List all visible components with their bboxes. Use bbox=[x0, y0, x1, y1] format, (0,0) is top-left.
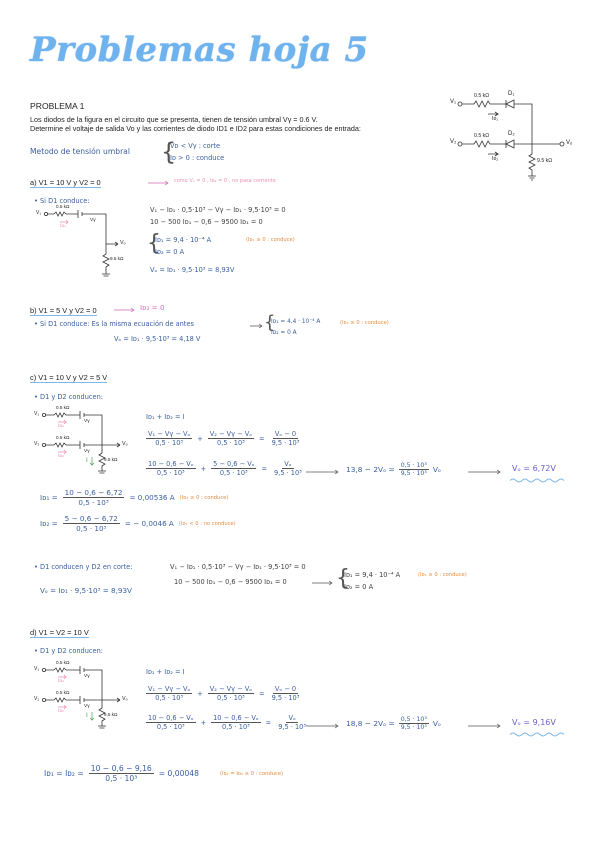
part-d-arrow-1 bbox=[306, 723, 340, 729]
part-d-frac-4 bbox=[146, 714, 196, 731]
part-d-frac-6-den: 9,5 · 10³ bbox=[278, 723, 306, 731]
problem-line-2: Determine el voltaje de salida Vo y las corrientes de diodo ID1 e ID2 para estas condiciones de entrada: bbox=[30, 124, 361, 133]
main-circuit-d1: D₁ bbox=[508, 91, 515, 97]
part-d-frac-5-den: 0,5 · 10³ bbox=[221, 723, 250, 731]
part-b-arrow bbox=[114, 307, 136, 313]
part-c-circuit-vx1: Vγ bbox=[84, 419, 90, 424]
part-d-final-note: (Iᴅ₁ = Iᴅ₂ ≥ 0 : conduce) bbox=[219, 770, 284, 777]
part-c-vo-underline bbox=[510, 478, 566, 483]
method-brace: { bbox=[161, 138, 177, 166]
part-d-frac-3-den: 9,5 · 10³ bbox=[271, 694, 300, 702]
part-c-circuit-i1: Iᴅ₁ bbox=[58, 424, 64, 429]
part-c-id2-frac bbox=[63, 514, 120, 533]
part-c-heading: c) V1 = 10 V y V2 = 5 V bbox=[30, 373, 108, 382]
part-a-eq1: V₁ − Iᴅ₁ · 0,5·10³ − Vγ − Iᴅ₁ · 9,5·10³ = 0 bbox=[150, 206, 286, 214]
part-c-frac-6 bbox=[272, 460, 304, 477]
part-d-circuit-vx1: Vγ bbox=[84, 674, 90, 679]
main-circuit-r3: 9.5 kΩ bbox=[537, 158, 553, 164]
part-d-lhs-frac bbox=[399, 716, 429, 731]
part-a-arrow bbox=[148, 180, 170, 186]
part-d-bullet: • D1 y D2 conducen: bbox=[34, 647, 104, 655]
part-a-circuit bbox=[34, 204, 134, 280]
part-c-arrow-3 bbox=[312, 580, 334, 586]
part-d-final-calc bbox=[44, 764, 283, 783]
method-case-conduct: Iᴅ > 0 : conduce bbox=[170, 154, 225, 162]
part-c-id2-calc bbox=[40, 514, 236, 533]
part-c-id2-label: Iᴅ₂ = bbox=[40, 519, 58, 528]
part-a-circuit-id: Iᴅ₁ bbox=[60, 224, 66, 229]
part-c-circuit-i: I bbox=[86, 457, 88, 464]
part-c-arrow-1 bbox=[306, 469, 340, 475]
part-d-circuit-i1: Iᴅ₁ bbox=[58, 679, 64, 684]
part-b-heading: b) V1 = 5 V y V2 = 0 bbox=[30, 306, 97, 315]
part-d-lhs-var: Vₒ bbox=[432, 719, 441, 728]
part-d-lhs: 18,8 − 2Vₒ = bbox=[346, 719, 395, 728]
part-d-plus-1: + bbox=[197, 689, 203, 698]
part-a-bullet: • Si D1 conduce: bbox=[34, 197, 90, 205]
part-c-circuit-r1: 0.5 kΩ bbox=[56, 405, 70, 410]
part-d-lhs-frac-den: 9,5 · 10³ bbox=[400, 724, 427, 731]
part-d-vo-underline bbox=[510, 732, 566, 737]
part-c-id1-calc bbox=[40, 488, 228, 507]
part-d-circuit-i2: Iᴅ₂ bbox=[58, 709, 64, 714]
part-c-id1-label: Iᴅ₁ = bbox=[40, 493, 58, 502]
part-d-frac-5 bbox=[211, 714, 261, 731]
part-c-res1: Iᴅ₁ = 9,4 · 10⁻⁴ A bbox=[344, 571, 401, 579]
part-d-arrow-2 bbox=[468, 723, 502, 729]
part-a-circuit-r: 0.5 kΩ bbox=[56, 204, 70, 209]
part-a-circuit-svg bbox=[34, 204, 134, 280]
part-d-final-label: Iᴅ₁ = Iᴅ₂ = bbox=[44, 769, 84, 778]
part-a-eq2: 10 − 500 Iᴅ₁ − 0,6 − 9500 Iᴅ₁ = 0 bbox=[150, 218, 263, 226]
part-d-frac-2-den: 0,5 · 10³ bbox=[217, 694, 245, 702]
part-c-vo-result: Vₒ = 6,72V bbox=[512, 464, 556, 473]
part-a-res1-note: (Iᴅ₁ ≥ 0 : conduce) bbox=[246, 237, 295, 243]
part-c-frac-3-num: Vₒ − 0 bbox=[274, 430, 297, 438]
part-c-vo-2: Vₒ = Iᴅ₁ · 9,5·10³ = 8,93V bbox=[40, 586, 132, 595]
part-c-id2-note: (Iᴅ₂ < 0 : no conduce) bbox=[178, 520, 236, 527]
part-c-frac-6-den: 9,5 · 10³ bbox=[273, 469, 302, 477]
part-c-frac-4-den: 0,5 · 10³ bbox=[156, 469, 185, 477]
problem-heading: PROBLEMA 1 bbox=[30, 101, 85, 111]
part-b-res1: Iᴅ₁ = 4,4 · 10⁻⁴ A bbox=[271, 319, 321, 325]
part-d-equals-2: = bbox=[265, 718, 272, 727]
part-c-frac-6-num: Vₒ bbox=[284, 460, 292, 468]
part-d-frac-1 bbox=[146, 685, 192, 702]
part-c-id1-num: 10 − 0,6 − 6,72 bbox=[64, 488, 123, 497]
part-c-circuit-v2: V₂ bbox=[34, 441, 40, 447]
part-c-plus-1: + bbox=[197, 434, 203, 443]
part-c-circuit-svg bbox=[34, 403, 134, 475]
main-circuit-r2: 0.5 kΩ bbox=[474, 133, 490, 139]
part-c-id2-den: 0,5 · 10³ bbox=[76, 524, 107, 533]
part-c-id1-frac bbox=[63, 488, 125, 507]
part-a-circuit-vx: Vγ bbox=[90, 218, 96, 223]
main-circuit-v2: V₂ bbox=[450, 139, 457, 145]
part-d-frac-4-den: 0,5 · 10³ bbox=[156, 723, 185, 731]
part-c-lhs: 13,8 − 2Vₒ = bbox=[346, 465, 395, 474]
part-c-equals-2: = bbox=[261, 464, 267, 473]
part-c-eq-b: 10 − 500 Iᴅ₁ − 0,6 − 9500 Iᴅ₁ = 0 bbox=[174, 578, 287, 586]
part-d-frac-6-num: Vₒ bbox=[288, 714, 296, 722]
part-d-frac-2-num: V₂ − Vγ − Vₒ bbox=[209, 685, 253, 693]
part-a-vo: Vₒ = Iᴅ₁ · 9,5·10³ = 8,93V bbox=[150, 266, 235, 274]
part-c-circuit-r3: 9.5 kΩ bbox=[104, 457, 118, 462]
problem-line-1: Los diodos de la figura en el circuito que se presenta, tienen de tensión umbral Vγ = 0.6 V. bbox=[30, 115, 318, 124]
part-a-circuit-r2: 9.5 kΩ bbox=[110, 256, 124, 261]
part-c-frac-2 bbox=[208, 430, 254, 447]
part-c-circuit-vo: Vₒ bbox=[122, 441, 128, 447]
part-c-res2: Iᴅ₂ = 0 A bbox=[344, 583, 374, 591]
part-c-lhs-frac bbox=[399, 462, 429, 477]
main-circuit-r1: 0.5 kΩ bbox=[474, 93, 490, 99]
part-c-reduced-eq bbox=[346, 462, 441, 477]
part-c-res1-note: (Iᴅ₁ ≥ 0 : conduce) bbox=[418, 572, 467, 578]
part-d-circuit-svg bbox=[34, 658, 134, 730]
part-c-frac-3-den: 9,5 · 10³ bbox=[271, 439, 300, 447]
part-d-final-den: 0,5 · 10³ bbox=[105, 774, 138, 783]
part-d-final-value: = 0,00048 bbox=[158, 769, 199, 778]
part-c-frac-4-num: 10 − 0,6 − Vₒ bbox=[148, 460, 194, 468]
part-d-equals-1: = bbox=[259, 689, 265, 698]
method-case-cut: Vᴅ < Vγ : corte bbox=[170, 142, 221, 150]
part-d-circuit-i: I bbox=[86, 712, 88, 719]
part-c-eq-a: V₁ − Iᴅ₁ · 0,5·10³ − Vγ − Iᴅ₁ · 9,5·10³ = 0 bbox=[170, 563, 306, 571]
part-c-frac-2-den: 0,5 · 10³ bbox=[217, 439, 245, 447]
part-d-circuit-v2: V₂ bbox=[34, 696, 40, 702]
main-circuit-id2: Iᴅ₂ bbox=[492, 156, 499, 162]
part-d-circuit bbox=[34, 658, 134, 730]
part-c-equals-1: = bbox=[259, 434, 265, 443]
part-a-heading: a) V1 = 10 V y V2 = 0 bbox=[30, 178, 101, 187]
part-d-numeric-eq bbox=[146, 714, 308, 731]
part-d-frac-2 bbox=[208, 685, 254, 702]
part-d-heading: d) V1 = V2 = 10 V bbox=[30, 628, 89, 637]
main-circuit-d2: D₂ bbox=[508, 131, 515, 137]
part-d-circuit-vx2: Vγ bbox=[84, 704, 90, 709]
part-c-lhs-var: Vₒ bbox=[432, 465, 441, 474]
part-b-vo: Vₒ = Iᴅ₁ · 9,5·10³ = 4,18 V bbox=[114, 335, 201, 343]
part-c-lhs-frac-den: 9,5 · 10³ bbox=[400, 470, 427, 477]
part-d-frac-1-den: 0,5 · 10³ bbox=[155, 694, 184, 702]
part-c-circuit bbox=[34, 403, 134, 475]
part-c-kcl: Iᴅ₁ + Iᴅ₂ = I bbox=[146, 413, 185, 421]
part-c-frac-1-num: V₁ − Vγ − Vₒ bbox=[148, 430, 191, 438]
part-c-frac-3 bbox=[270, 430, 302, 447]
part-d-frac-4-num: 10 − 0,6 − Vₒ bbox=[148, 714, 194, 722]
main-circuit-diagram bbox=[448, 88, 578, 180]
part-a-res1: Iᴅ₁ = 9,4 · 10⁻⁴ A bbox=[155, 236, 212, 244]
part-c-frac-5-num: 5 − 0,6 − Vₒ bbox=[213, 460, 255, 468]
part-d-circuit-r1: 0.5 kΩ bbox=[56, 660, 70, 665]
part-b-res2: Iᴅ₂ = 0 A bbox=[271, 330, 297, 336]
part-c-frac-4 bbox=[146, 460, 196, 477]
part-c-id2-value: = − 0,0046 A bbox=[124, 519, 174, 528]
part-c-symbolic-eq bbox=[146, 430, 301, 447]
part-d-circuit-r2: 0.5 kΩ bbox=[56, 690, 70, 695]
part-c-id2-num: 5 − 0,6 − 6,72 bbox=[64, 514, 118, 523]
part-c-frac-5-den: 0,5 · 10³ bbox=[219, 469, 248, 477]
part-c-frac-1 bbox=[146, 430, 192, 447]
part-d-vo-result: Vₒ = 9,16V bbox=[512, 718, 556, 727]
part-c-lhs-frac-num: 0,5 · 10³ bbox=[400, 462, 427, 469]
part-d-circuit-vo: Vₒ bbox=[122, 696, 128, 702]
part-d-frac-5-num: 10 − 0,6 − Vₒ bbox=[213, 714, 259, 722]
part-c-frac-5 bbox=[211, 460, 256, 477]
part-c-id1-value: = 0,00536 A bbox=[129, 493, 175, 502]
part-b-res1-note: (Iᴅ₁ ≥ 0 : conduce) bbox=[340, 320, 389, 326]
part-d-kcl: Iᴅ₁ + Iᴅ₂ = I bbox=[146, 668, 185, 676]
part-d-final-num: 10 − 0,6 − 9,16 bbox=[90, 764, 152, 773]
part-d-circuit-v1: V₁ bbox=[34, 666, 40, 672]
part-d-reduced-eq bbox=[346, 716, 441, 731]
part-d-frac-6 bbox=[276, 714, 308, 731]
part-d-frac-3 bbox=[270, 685, 302, 702]
part-c-plus-2: + bbox=[200, 464, 207, 473]
part-b-brace: { bbox=[264, 312, 276, 333]
part-a-circuit-v1: V₁ bbox=[36, 210, 42, 216]
part-c-arrow-2 bbox=[468, 469, 502, 475]
part-d-lhs-frac-num: 0,5 · 10³ bbox=[400, 716, 427, 723]
page-title: Problemas hoja 5 bbox=[30, 30, 369, 70]
part-c-circuit-vx2: Vγ bbox=[84, 449, 90, 454]
part-a-res2: Iᴅ₂ = 0 A bbox=[155, 248, 185, 256]
part-c-bullet: • D1 y D2 conducen: bbox=[34, 393, 104, 401]
part-c-numeric-eq bbox=[146, 460, 304, 477]
part-c-bullet-2: • D1 conducen y D2 en corte: bbox=[34, 563, 133, 571]
part-d-frac-1-num: V₁ − Vγ − Vₒ bbox=[148, 685, 191, 693]
main-circuit-vo: Vₒ bbox=[566, 140, 573, 146]
method-label: Metodo de tensión umbral bbox=[30, 147, 130, 156]
part-c-id1-note: (Iᴅ₁ ≥ 0 : conduce) bbox=[179, 494, 229, 501]
part-c-circuit-r2: 0.5 kΩ bbox=[56, 435, 70, 440]
part-d-frac-3-num: Vₒ − 0 bbox=[274, 685, 297, 693]
main-circuit-id1: Iᴅ₁ bbox=[492, 116, 499, 122]
part-a-note: como Vₒ = 0 , Iᴅ₂ = 0 , no pasa corriente bbox=[174, 178, 276, 184]
part-b-bullet: • Si D1 conduce: Es la misma ecuación de antes bbox=[34, 320, 194, 328]
part-d-final-frac bbox=[89, 764, 154, 783]
main-circuit-v1: V₁ bbox=[450, 99, 457, 105]
part-b-result: Iᴅ₂ = 0 bbox=[140, 303, 165, 312]
part-a-brace: { bbox=[147, 231, 161, 256]
part-c-circuit-i2: Iᴅ₂ bbox=[58, 454, 64, 459]
part-c-frac-1-den: 0,5 · 10³ bbox=[155, 439, 184, 447]
part-a-circuit-vo: Vₒ bbox=[120, 240, 126, 246]
part-c-frac-2-num: V₂ − Vγ − Vₒ bbox=[209, 430, 253, 438]
part-c-circuit-v1: V₁ bbox=[34, 411, 40, 417]
part-c-brace: { bbox=[336, 566, 350, 591]
part-b-arrow-2 bbox=[250, 323, 264, 329]
part-c-id1-den: 0,5 · 10³ bbox=[78, 498, 109, 507]
part-d-circuit-r3: 9.5 kΩ bbox=[104, 712, 118, 717]
part-d-plus-2: + bbox=[200, 718, 207, 727]
part-d-symbolic-eq bbox=[146, 685, 301, 702]
